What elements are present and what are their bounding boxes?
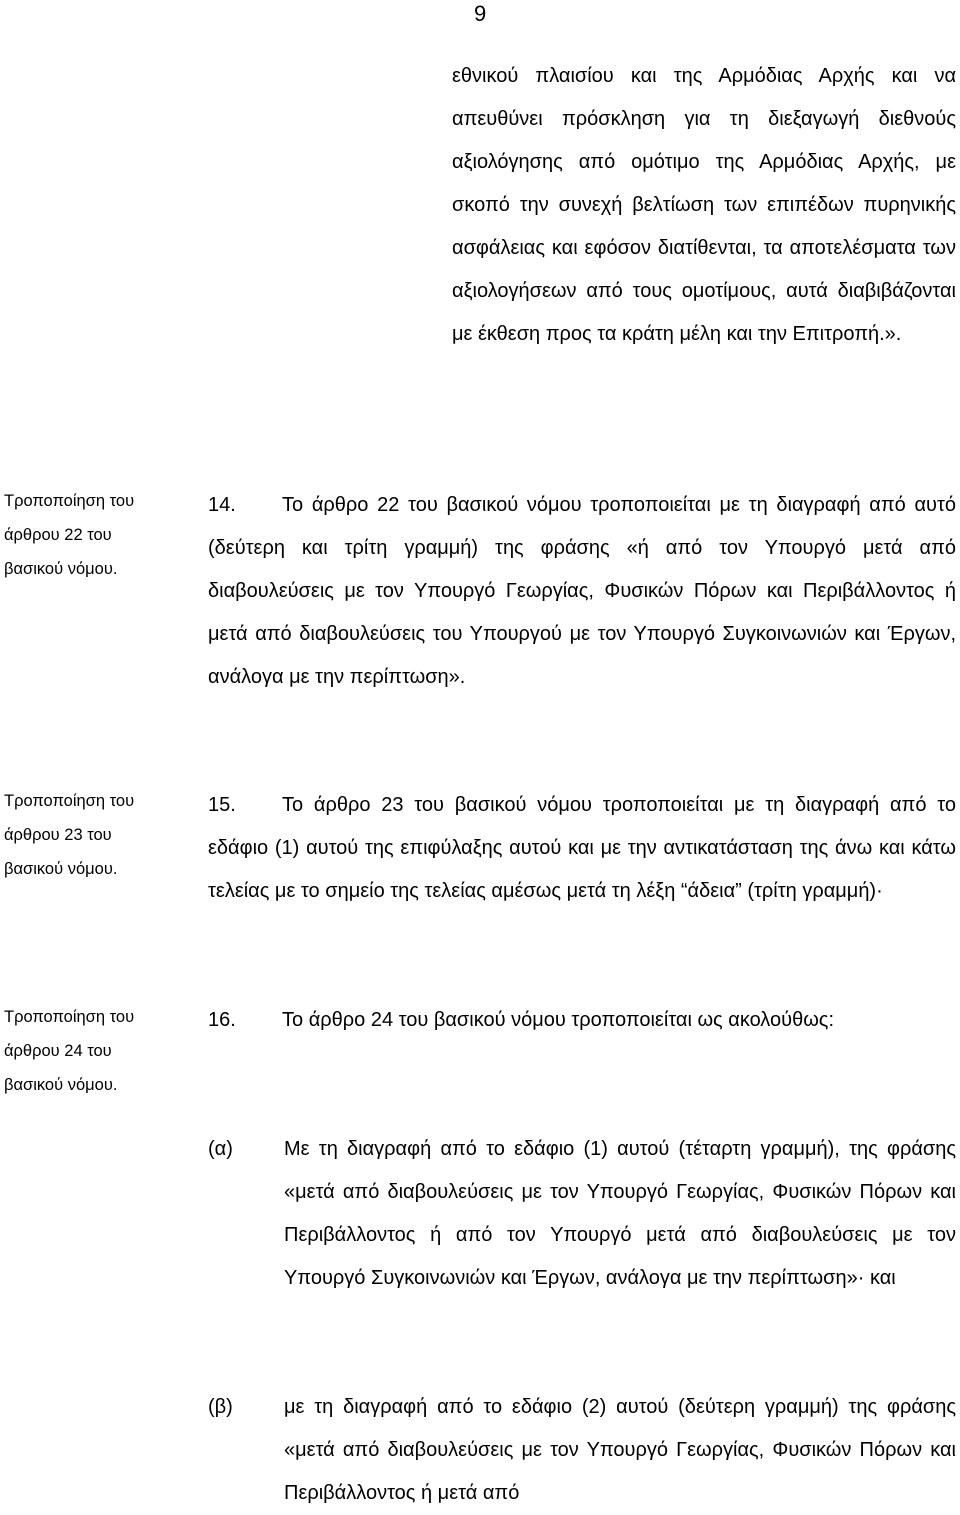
subparagraph-label: (β) [208,1396,233,1418]
margin-note-article-22: Τροποποίηση του άρθρου 22 του βασικού νόμου. [4,492,135,578]
margin-note-article-24: Τροποποίηση του άρθρου 24 του βασικού νόμου. [4,1008,135,1094]
article-16 [208,999,956,1042]
article-15 [208,784,956,913]
article-14 [208,484,956,699]
subparagraph-label: (α) [208,1138,233,1160]
article-number: 14. [208,494,236,516]
margin-note-article-23: Τροποποίηση του άρθρου 23 του βασικού νόμου. [4,792,135,878]
article-text: Το άρθρο 24 του βασικού νόμου τροποποιείται ως ακολούθως: [282,1009,835,1031]
continuation-paragraph: εθνικού πλαισίου και της Αρμόδιας Αρχής και να απευθύνει πρόσκληση για τη διεξαγωγή διεθνούς αξιολόγησης από ομότιμο της Αρμόδιας Αρχής, με σκοπό την συνεχή βελτίωση των επιπέδων πυρηνικής ασφάλειας και εφόσον διατίθενται, τα αποτελέσματα των αξιολογήσεων από τους ομοτίμους, αυτά διαβιβάζονται με έκθεση προς τα κράτη μέλη και την Επιτροπή.». [452,65,956,345]
subparagraph-text: με τη διαγραφή από το εδάφιο (2) αυτού (δεύτερη γραμμή) της φράσης «μετά από διαβουλεύσεις με τον Υπουργό Γεωργίας, Φυσικών Πόρων και Περιβάλλοντος ή μετά από [284,1396,956,1504]
page-number: 9 [474,1,487,26]
article-text: Το άρθρο 23 του βασικού νόμου τροποποιείται με τη διαγραφή από το εδάφιο (1) αυτού της επιφύλαξης αυτού και με την αντικατάσταση της άνω και κάτω τελείας με το σημείο της τελείας αμέσως μετά τη λέξη “άδεια” (τρίτη γραμμή)· [208,794,956,902]
article-text: Το άρθρο 22 του βασικού νόμου τροποποιείται με τη διαγραφή από αυτό (δεύτερη και τρίτη γραμμή) της φράσης «ή από τον Υπουργό μετά από διαβουλεύσεις με τον Υπουργό Γεωργίας, Φυσικών Πόρων και Περιβάλλοντος ή μετά από διαβουλεύσεις του Υπουργού με τον Υπουργό Συγκοινωνιών και Έργων, ανάλογα με την περίπτωση». [208,494,956,688]
article-number: 15. [208,794,236,816]
subparagraph-text: Με τη διαγραφή από το εδάφιο (1) αυτού (τέταρτη γραμμή), της φράσης «μετά από διαβουλεύσεις με τον Υπουργό Γεωργίας, Φυσικών Πόρων και Περιβάλλοντος ή από τον Υπουργό μετά από διαβουλεύσεις με τον Υπουργό Συγκοινωνιών και Έργων, ανάλογα με την περίπτωση»· και [284,1138,956,1289]
article-number: 16. [208,1009,236,1031]
